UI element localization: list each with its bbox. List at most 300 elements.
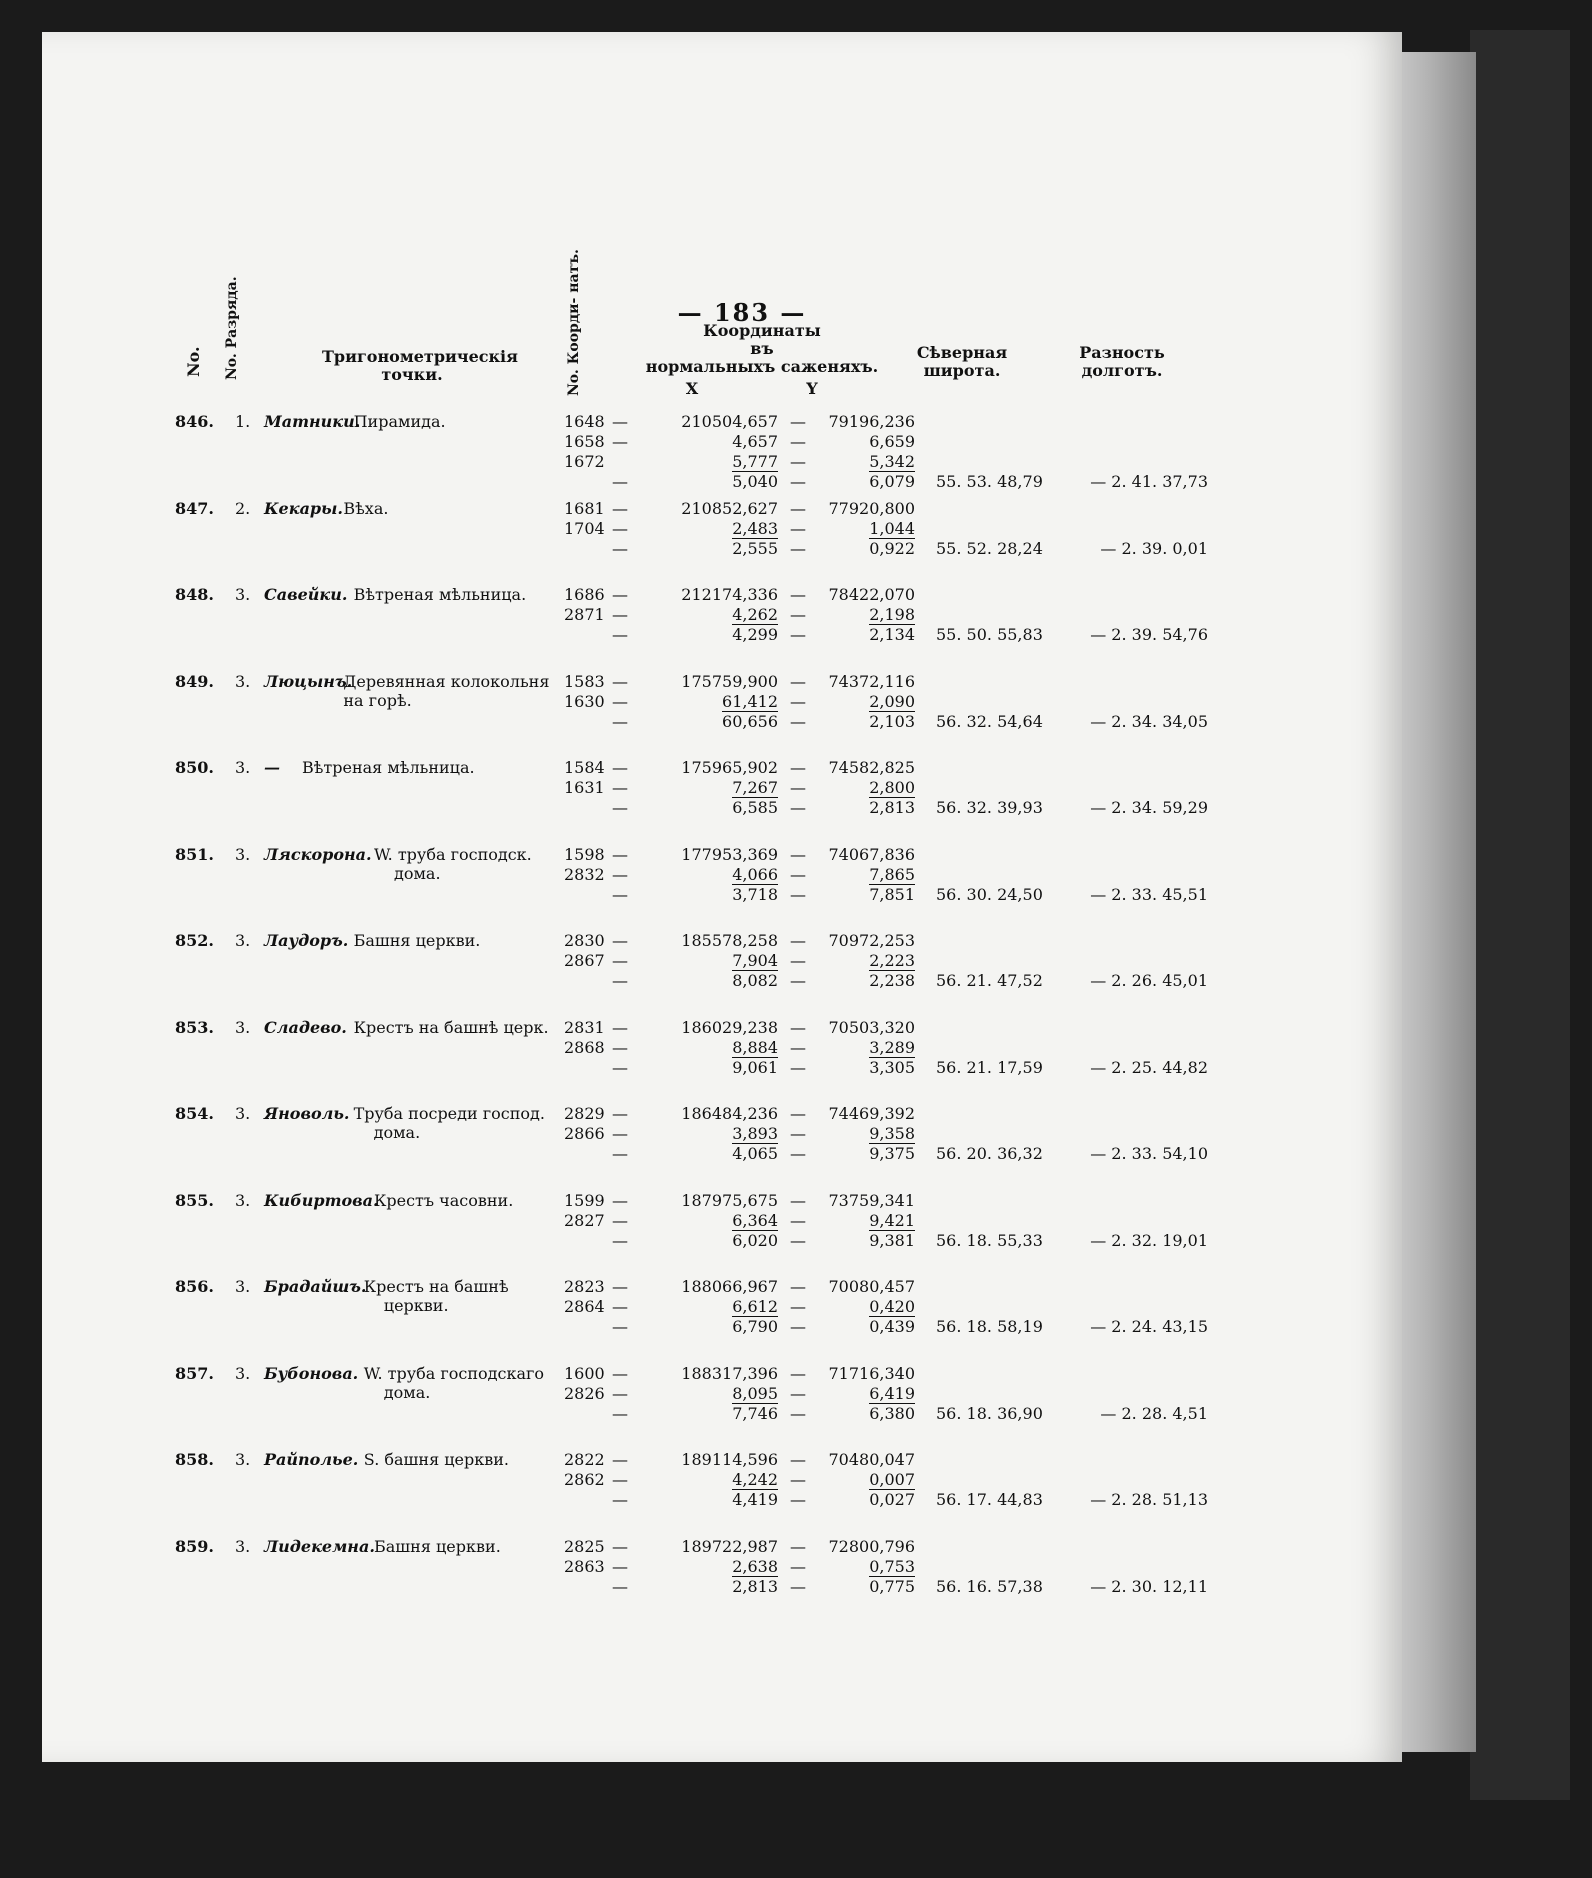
place-name: Сладево. <box>264 1017 347 1037</box>
coord-x-value: 7,267 <box>732 778 778 797</box>
longitude-difference: — 2. 41. 37,73 <box>1090 472 1208 491</box>
latitude: 56. 18. 58,19 <box>936 1317 1043 1336</box>
coord-number: 2863 <box>564 1556 605 1576</box>
coord-y-value: 9,421 <box>869 1210 915 1230</box>
coord-y-value: 0,420 <box>869 1297 915 1316</box>
dash: — <box>612 1037 628 1057</box>
dash: — <box>612 538 628 558</box>
dash: — <box>790 691 806 711</box>
dash: — <box>612 1230 628 1250</box>
coord-x-value: 8,884 <box>732 1037 778 1057</box>
entry-number: 852. <box>175 931 214 950</box>
dash: — <box>790 1363 806 1383</box>
coord-y-value: 77920,800 <box>828 498 915 518</box>
coord-number: 1631 <box>564 778 605 797</box>
place-name: Савейки. <box>264 585 348 604</box>
dash: — <box>612 412 628 431</box>
coord-x-value: 7,904 <box>732 951 778 970</box>
table-row <box>42 1277 1402 1359</box>
coord-y-value: 72800,796 <box>828 1536 915 1556</box>
entry-number: 859. <box>175 1536 214 1556</box>
coord-x-value: 6,364 <box>732 1210 778 1230</box>
entry-rank: 3. <box>235 1017 251 1037</box>
coord-y-value: 2,223 <box>869 951 915 970</box>
dash: — <box>612 585 628 604</box>
dash: — <box>790 1144 806 1163</box>
coord-y-value: 2,198 <box>869 605 915 624</box>
longitude-difference: — 2. 34. 34,05 <box>1090 711 1208 731</box>
coord-x-value: 175759,900 <box>681 671 778 691</box>
entry-rank: 3. <box>235 844 251 864</box>
dash: — <box>612 1017 628 1037</box>
point-description: Крестъ на башнѣ церк. <box>353 1017 549 1037</box>
coord-y-value: 79196,236 <box>828 412 915 431</box>
book-page-edges <box>1396 52 1476 1752</box>
point-description-cont: дома. <box>383 1382 431 1402</box>
coord-number: 2829 <box>564 1104 605 1123</box>
header-y: Y <box>806 379 818 398</box>
place-name: Ляскорона. <box>264 844 372 864</box>
point-description: Деревянная колокольня <box>343 671 550 691</box>
dash: — <box>790 1297 806 1316</box>
dash: — <box>612 671 628 691</box>
header-latitude-line2: широта. <box>923 361 1001 380</box>
dash: — <box>790 498 806 518</box>
dash: — <box>612 1470 628 1489</box>
coord-y-value: 0,753 <box>869 1556 915 1576</box>
coord-y-value: 2,134 <box>869 625 915 644</box>
table-row <box>42 585 1402 667</box>
coord-y-value: 2,813 <box>869 798 915 817</box>
entry-rank: 3. <box>235 931 251 950</box>
entry-number: 858. <box>175 1450 214 1469</box>
coord-x-value: 7,746 <box>732 1403 778 1423</box>
dash: — <box>790 1536 806 1556</box>
header-coord-no: No. Коорди- натъ. <box>566 249 582 396</box>
coord-x-value: 4,419 <box>732 1490 778 1509</box>
coord-y-value: 3,305 <box>869 1057 915 1077</box>
latitude: 56. 30. 24,50 <box>936 884 1043 904</box>
dash: — <box>790 605 806 624</box>
dash: — <box>790 671 806 691</box>
dash: — <box>612 931 628 950</box>
entry-rank: 3. <box>235 1450 251 1469</box>
coord-y-value: 6,380 <box>869 1403 915 1423</box>
coord-x-value: 60,656 <box>722 711 778 731</box>
entry-number: 854. <box>175 1104 214 1123</box>
dash: — <box>790 452 806 471</box>
point-description-cont: дома. <box>394 863 441 883</box>
coord-number: 2867 <box>564 951 605 970</box>
entry-rank: 3. <box>235 1104 251 1123</box>
coord-x-value: 9,061 <box>732 1057 778 1077</box>
coord-y-value: 74067,836 <box>828 844 915 864</box>
coord-number: 1583 <box>564 671 605 691</box>
dash: — <box>790 518 806 538</box>
longitude-difference: — 2. 39. 54,76 <box>1090 625 1208 644</box>
entry-rank: 3. <box>235 1277 251 1296</box>
entry-number: 846. <box>175 412 214 431</box>
dash: — <box>790 884 806 904</box>
dash: — <box>790 472 806 491</box>
dash: — <box>612 625 628 644</box>
header-latitude <box>902 344 1022 380</box>
book-page <box>42 32 1402 1762</box>
coord-number: 1681 <box>564 498 605 518</box>
dash: — <box>790 1450 806 1469</box>
dash: — <box>612 1363 628 1383</box>
coord-x-value: 188317,396 <box>681 1363 778 1383</box>
coord-y-value: 7,851 <box>869 884 915 904</box>
coord-x-value: 4,066 <box>732 864 778 884</box>
coord-x-value: 187975,675 <box>681 1190 778 1210</box>
coord-x-value: 5,777 <box>732 452 778 471</box>
place-name: Яноволь. <box>264 1104 350 1123</box>
coord-number: 1598 <box>564 844 605 864</box>
coord-x-value: 2,555 <box>732 538 778 558</box>
table-row <box>42 1450 1402 1532</box>
coord-x-value: 61,412 <box>722 691 778 711</box>
coord-number: 2871 <box>564 605 605 624</box>
dash: — <box>790 1057 806 1077</box>
table-row <box>42 412 1402 494</box>
entry-number: 847. <box>175 498 214 518</box>
coord-number: 1599 <box>564 1190 605 1210</box>
coord-y-value: 74469,392 <box>828 1104 915 1123</box>
entry-number: 849. <box>175 671 214 691</box>
coord-y-value: 0,922 <box>869 538 915 558</box>
dash: — <box>612 1297 628 1316</box>
coord-x-value: 4,657 <box>732 432 778 451</box>
coord-x-value: 2,813 <box>732 1576 778 1596</box>
coord-y-value: 1,044 <box>869 518 915 538</box>
entry-rank: 1. <box>235 412 251 431</box>
point-description-cont: дома. <box>373 1123 421 1142</box>
coord-x-value: 4,262 <box>732 605 778 624</box>
header-points-line1: Тригонометрическія <box>322 347 518 366</box>
entry-number: 857. <box>175 1363 214 1383</box>
point-description: W. труба господскаго <box>363 1363 545 1383</box>
table-row <box>42 931 1402 1013</box>
coord-y-value: 0,775 <box>869 1576 915 1596</box>
dash: — <box>612 1556 628 1576</box>
book-spine <box>1470 30 1570 1800</box>
entry-rank: 3. <box>235 1363 251 1383</box>
table-row <box>42 1537 1402 1619</box>
coord-y-value: 2,103 <box>869 711 915 731</box>
header-no: No. <box>184 346 203 377</box>
dash: — <box>612 1576 628 1596</box>
coord-x-value: 210852,627 <box>681 498 778 518</box>
latitude: 56. 16. 57,38 <box>936 1576 1043 1596</box>
latitude: 55. 53. 48,79 <box>936 472 1043 491</box>
longitude-difference: — 2. 25. 44,82 <box>1090 1057 1208 1077</box>
coord-y-value: 7,865 <box>869 864 915 884</box>
table-row <box>42 672 1402 754</box>
place-name: Кекары. <box>264 498 343 518</box>
dash: — <box>612 1317 628 1336</box>
coord-number: 2823 <box>564 1277 605 1296</box>
entry-rank: 3. <box>235 758 251 777</box>
coord-x-value: 210504,657 <box>681 412 778 431</box>
coord-x-value: 6,790 <box>732 1317 778 1336</box>
coord-y-value: 73759,341 <box>828 1190 915 1210</box>
header-coords-line1: Координаты <box>703 321 821 340</box>
coord-y-value: 70972,253 <box>828 931 915 950</box>
header-points <box>322 347 518 384</box>
dash: — <box>612 691 628 711</box>
coord-y-value: 2,238 <box>869 971 915 990</box>
point-description: W. труба господск. <box>374 844 532 864</box>
dash: — <box>612 1210 628 1230</box>
coord-y-value: 0,027 <box>869 1490 915 1509</box>
dash: — <box>790 1230 806 1250</box>
coord-y-value: 0,007 <box>869 1470 915 1489</box>
table-row <box>42 1364 1402 1446</box>
coord-x-value: 4,299 <box>732 625 778 644</box>
point-description: Вѣтреная мѣльница. <box>302 758 475 777</box>
point-description: Башня церкви. <box>353 931 481 950</box>
point-description: Труба посреди господ. <box>353 1104 545 1123</box>
dash: — <box>790 1383 806 1403</box>
dash: — <box>612 971 628 990</box>
coord-number: 2825 <box>564 1536 605 1556</box>
dash: — <box>790 1490 806 1509</box>
dash: — <box>790 951 806 970</box>
dash: — <box>612 1403 628 1423</box>
header-coords-line2: въ <box>750 339 774 358</box>
dash: — <box>612 1057 628 1077</box>
latitude: 55. 50. 55,83 <box>936 625 1043 644</box>
coord-x-value: 6,020 <box>732 1230 778 1250</box>
coord-y-value: 2,090 <box>869 691 915 711</box>
dash: — <box>790 1017 806 1037</box>
entry-number: 848. <box>175 585 214 604</box>
header-coords <box>642 322 882 376</box>
coord-x-value: 3,893 <box>732 1124 778 1143</box>
longitude-difference: — 2. 28. 4,51 <box>1100 1403 1208 1423</box>
dash: — <box>790 758 806 777</box>
place-name: Люцынъ. <box>264 671 353 691</box>
dash: — <box>612 864 628 884</box>
dash: — <box>790 1037 806 1057</box>
coord-x-value: 6,612 <box>732 1297 778 1316</box>
coord-y-value: 5,342 <box>869 452 915 471</box>
coord-y-value: 78422,070 <box>828 585 915 604</box>
point-description: Вѣтреная мѣльница. <box>353 585 527 604</box>
page-number: — 183 — <box>677 298 807 327</box>
dash: — <box>790 1576 806 1596</box>
coord-x-value: 2,483 <box>732 518 778 538</box>
coord-x-value: 2,638 <box>732 1556 778 1576</box>
point-description: Пирамида. <box>353 412 446 431</box>
place-name: Матники. <box>264 412 361 431</box>
entry-rank: 3. <box>235 1536 251 1556</box>
dash: — <box>790 1104 806 1123</box>
dash: — <box>612 1277 628 1296</box>
point-description: Крестъ часовни. <box>374 1190 514 1210</box>
dash: — <box>790 432 806 451</box>
table-row <box>42 1104 1402 1186</box>
dash: — <box>790 1277 806 1296</box>
point-description: S. башня церкви. <box>363 1450 510 1469</box>
coord-x-value: 8,095 <box>732 1383 778 1403</box>
dash: — <box>612 1144 628 1163</box>
dash: — <box>790 1403 806 1423</box>
dash: — <box>612 758 628 777</box>
header-latitude-line1: Сѣверная <box>916 343 1008 362</box>
coord-x-value: 212174,336 <box>681 585 778 604</box>
latitude: 56. 21. 17,59 <box>936 1057 1043 1077</box>
dash: — <box>612 1124 628 1143</box>
coord-y-value: 3,289 <box>869 1037 915 1057</box>
dash: — <box>790 844 806 864</box>
coord-x-value: 185578,258 <box>681 931 778 950</box>
dash: — <box>612 518 628 538</box>
coord-number: 1630 <box>564 691 605 711</box>
longitude-difference: — 2. 28. 51,13 <box>1090 1490 1208 1509</box>
dash: — <box>612 605 628 624</box>
coord-x-value: 4,242 <box>732 1470 778 1489</box>
entry-number: 851. <box>175 844 214 864</box>
dash: — <box>790 1210 806 1230</box>
latitude: 56. 32. 54,64 <box>936 711 1043 731</box>
dash: — <box>790 585 806 604</box>
coord-x-value: 189722,987 <box>681 1536 778 1556</box>
coord-y-value: 70503,320 <box>828 1017 915 1037</box>
latitude: 56. 32. 39,93 <box>936 798 1043 817</box>
coord-number: 2826 <box>564 1383 605 1403</box>
coord-x-value: 177953,369 <box>681 844 778 864</box>
coord-number: 2864 <box>564 1297 605 1316</box>
header-points-line2: точки. <box>381 365 443 384</box>
coord-number: 1648 <box>564 412 605 431</box>
coord-x-value: 189114,596 <box>681 1450 778 1469</box>
table-row <box>42 758 1402 840</box>
place-name: — <box>264 758 280 777</box>
coord-x-value: 175965,902 <box>681 758 778 777</box>
dash: — <box>790 971 806 990</box>
coord-number: 1704 <box>564 518 605 538</box>
entry-number: 853. <box>175 1017 214 1037</box>
place-name: Лаудоръ. <box>264 931 349 950</box>
dash: — <box>612 778 628 797</box>
coord-number: 2832 <box>564 864 605 884</box>
coord-number: 1600 <box>564 1363 605 1383</box>
dash: — <box>612 432 628 451</box>
coord-y-value: 70080,457 <box>828 1277 915 1296</box>
header-longitude <box>1062 344 1182 380</box>
coord-x-value: 3,718 <box>732 884 778 904</box>
entry-rank: 3. <box>235 671 251 691</box>
coord-y-value: 70480,047 <box>828 1450 915 1469</box>
coord-x-value: 188066,967 <box>681 1277 778 1296</box>
latitude: 56. 18. 55,33 <box>936 1230 1043 1250</box>
coord-y-value: 74582,825 <box>828 758 915 777</box>
coord-y-value: 6,419 <box>869 1383 915 1403</box>
dash: — <box>790 711 806 731</box>
dash: — <box>612 844 628 864</box>
longitude-difference: — 2. 30. 12,11 <box>1090 1576 1208 1596</box>
dash: — <box>612 1190 628 1210</box>
coord-number: 2831 <box>564 1017 605 1037</box>
coord-x-value: 6,585 <box>732 798 778 817</box>
entry-rank: 3. <box>235 585 251 604</box>
dash: — <box>790 1190 806 1210</box>
coord-y-value: 0,439 <box>869 1317 915 1336</box>
longitude-difference: — 2. 33. 45,51 <box>1090 884 1208 904</box>
dash: — <box>790 1124 806 1143</box>
dash: — <box>790 412 806 431</box>
table-row <box>42 845 1402 927</box>
coord-y-value: 6,659 <box>869 432 915 451</box>
latitude: 56. 21. 47,52 <box>936 971 1043 990</box>
place-name: Лидекемна. <box>264 1536 375 1556</box>
dash: — <box>790 538 806 558</box>
dash: — <box>790 1317 806 1336</box>
table-row <box>42 1018 1402 1100</box>
header-longitude-line1: Разность <box>1079 343 1165 362</box>
coord-number: 2830 <box>564 931 605 950</box>
coord-number: 1658 <box>564 432 605 451</box>
entry-rank: 2. <box>235 498 251 518</box>
header-longitude-line2: долготъ. <box>1081 361 1163 380</box>
entry-number: 855. <box>175 1190 214 1210</box>
coord-number: 1584 <box>564 758 605 777</box>
table-row <box>42 499 1402 581</box>
coord-number: 2868 <box>564 1037 605 1057</box>
coord-number: 2862 <box>564 1470 605 1489</box>
header-rank: No. Разряда. <box>224 276 240 380</box>
place-name: Брадайшъ. <box>264 1277 367 1296</box>
coord-y-value: 2,800 <box>869 778 915 797</box>
point-description: Крестъ на башнѣ <box>363 1277 509 1296</box>
dash: — <box>790 778 806 797</box>
dash: — <box>612 711 628 731</box>
longitude-difference: — 2. 33. 54,10 <box>1090 1144 1208 1163</box>
place-name: Бубонова. <box>264 1363 359 1383</box>
entry-rank: 3. <box>235 1190 251 1210</box>
latitude: 56. 18. 36,90 <box>936 1403 1043 1423</box>
coord-y-value: 9,358 <box>869 1124 915 1143</box>
header-coords-line3: нормальныхъ саженяхъ. <box>645 357 879 376</box>
coord-number: 2822 <box>564 1450 605 1469</box>
coord-x-value: 5,040 <box>732 472 778 491</box>
longitude-difference: — 2. 26. 45,01 <box>1090 971 1208 990</box>
place-name: Кибиртова. <box>264 1190 379 1210</box>
dash: — <box>612 951 628 970</box>
dash: — <box>790 864 806 884</box>
latitude: 55. 52. 28,24 <box>936 538 1043 558</box>
place-name: Райполье. <box>264 1450 359 1469</box>
entry-number: 850. <box>175 758 214 777</box>
coord-y-value: 9,381 <box>869 1230 915 1250</box>
dash: — <box>790 931 806 950</box>
coord-x-value: 4,065 <box>732 1144 778 1163</box>
dash: — <box>612 1383 628 1403</box>
dash: — <box>612 1104 628 1123</box>
dash: — <box>612 1450 628 1469</box>
point-description: Башня церкви. <box>374 1536 501 1556</box>
coord-number: 2866 <box>564 1124 605 1143</box>
coord-y-value: 9,375 <box>869 1144 915 1163</box>
table-row <box>42 1191 1402 1273</box>
coord-y-value: 74372,116 <box>828 671 915 691</box>
dash: — <box>612 1490 628 1509</box>
dash: — <box>790 1470 806 1489</box>
dash: — <box>790 798 806 817</box>
dash: — <box>790 625 806 644</box>
